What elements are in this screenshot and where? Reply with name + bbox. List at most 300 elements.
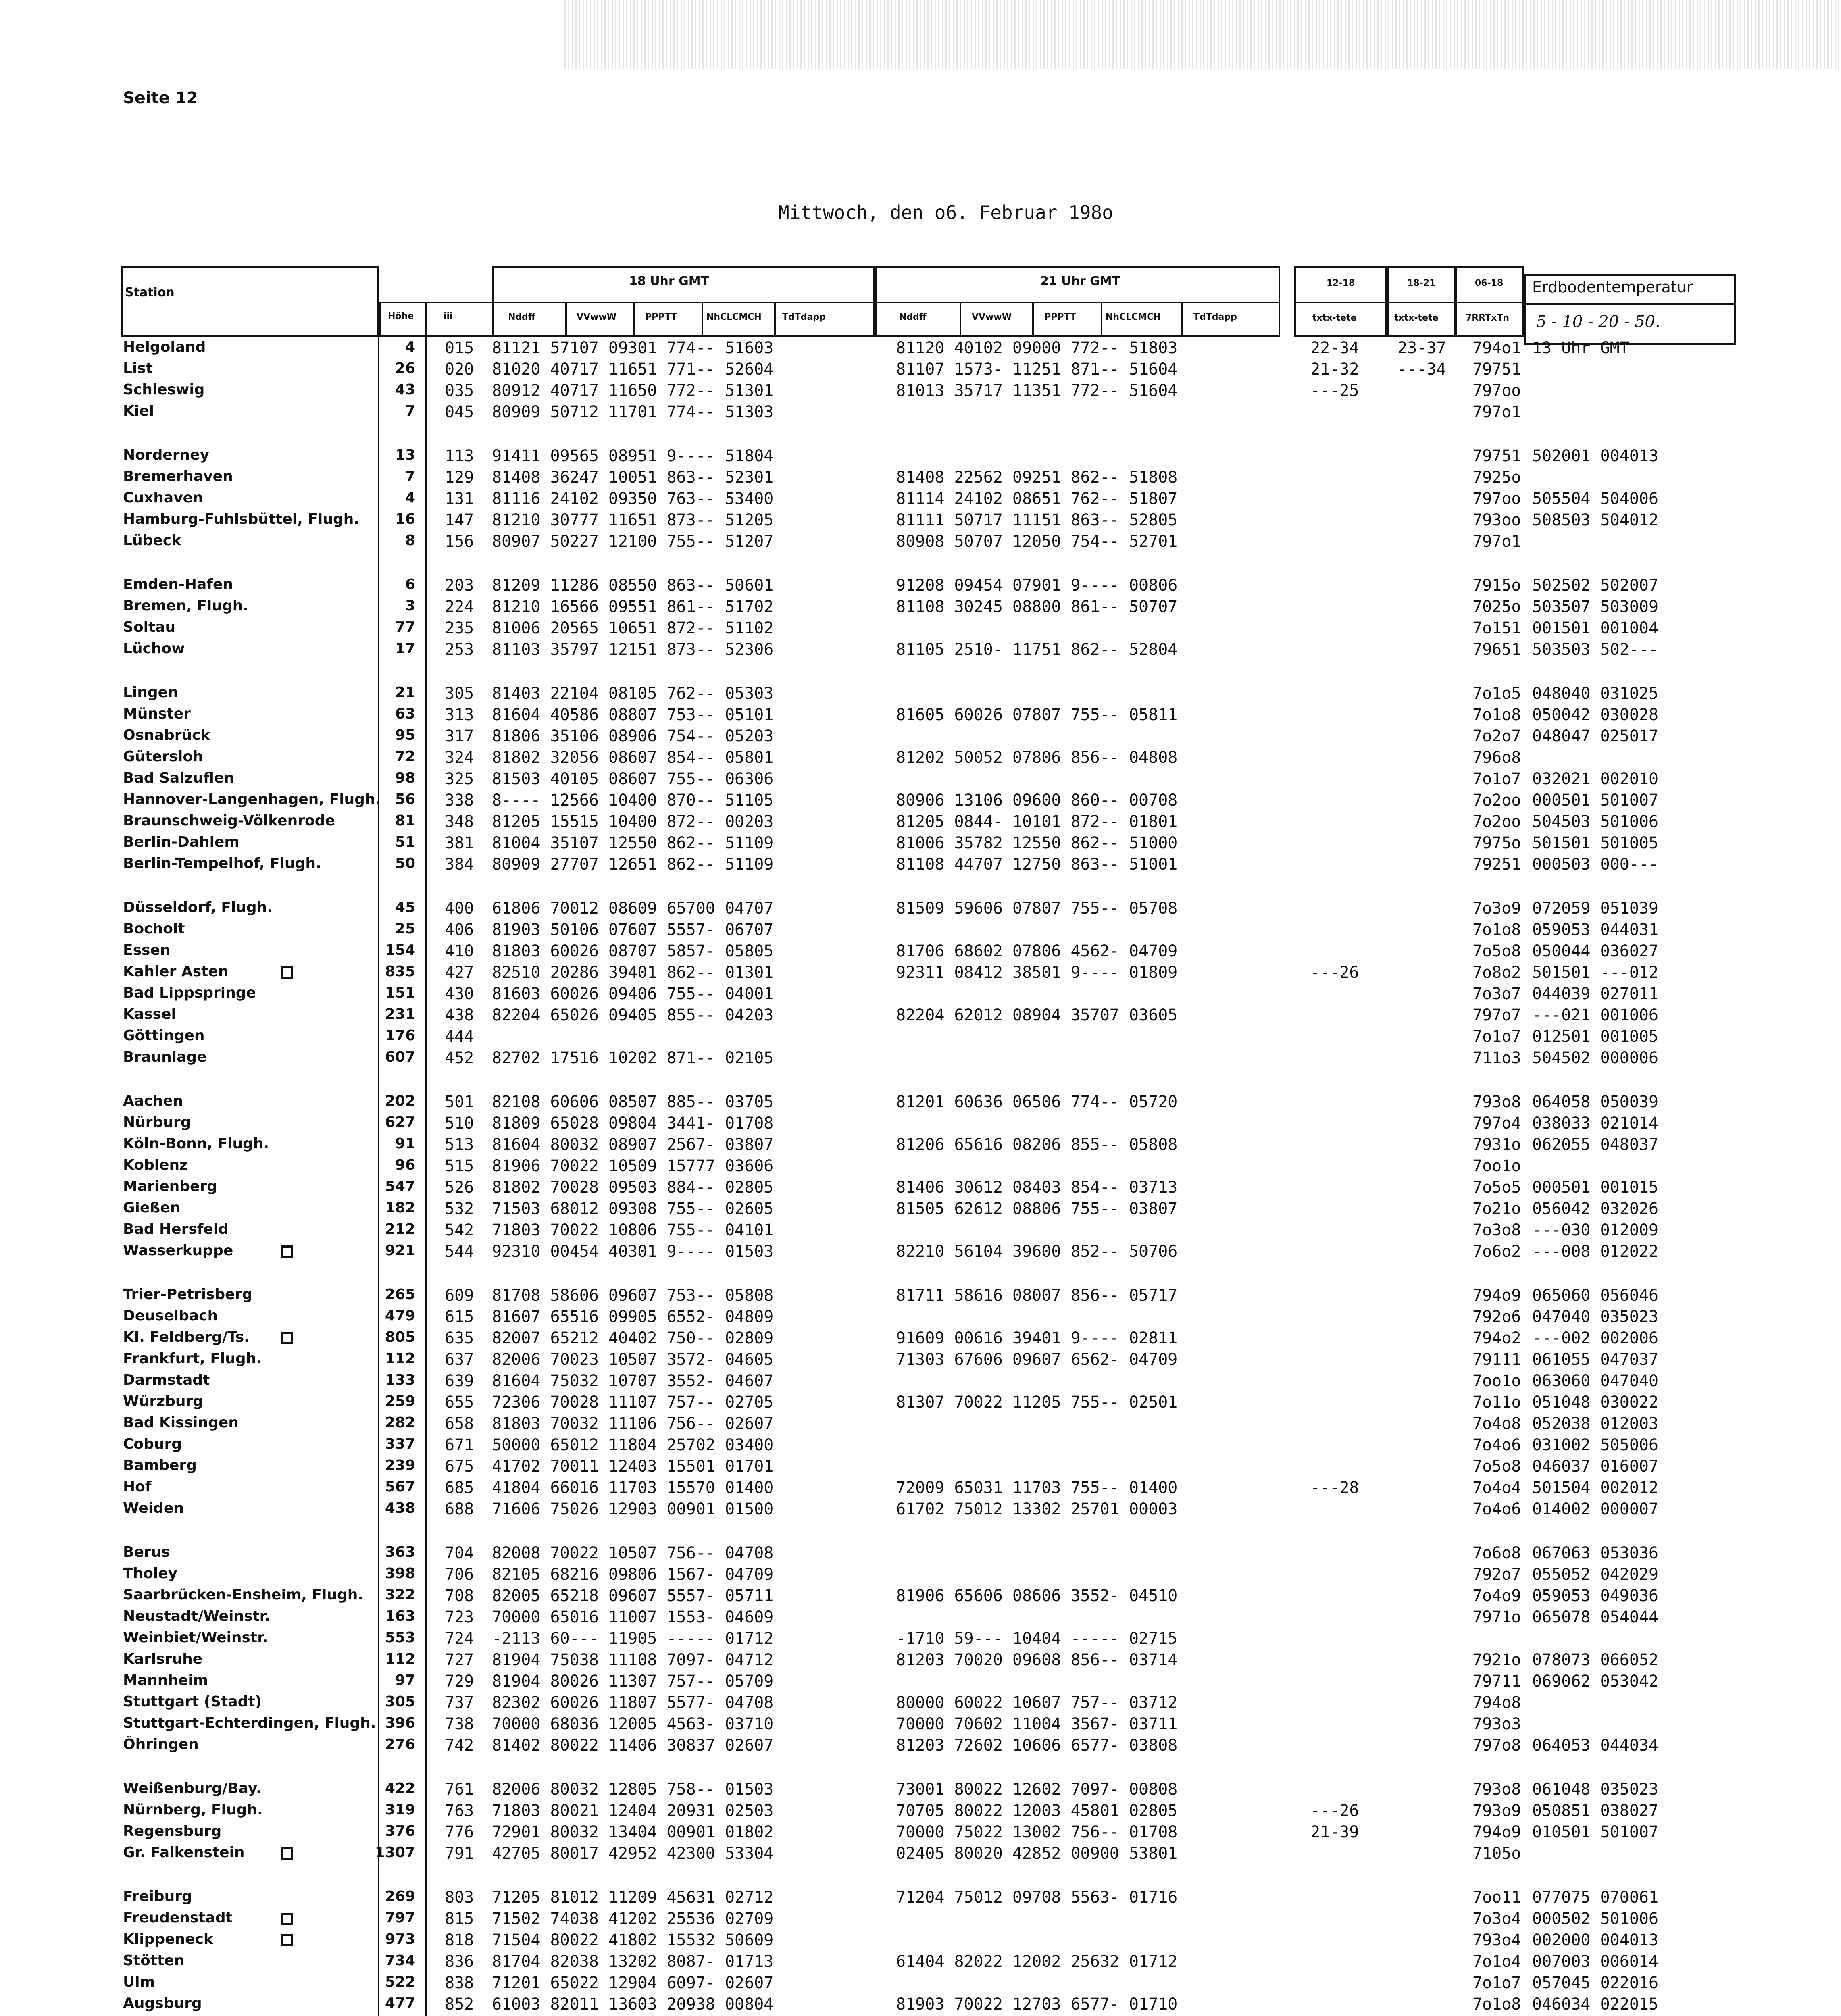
- soil-temperature: 059053 049036: [1532, 1587, 1659, 1605]
- soil-temperature: 046034 022015: [1532, 1995, 1659, 2014]
- obs-18utc: 71606 75026 12903 00901 01500: [492, 1500, 774, 1518]
- table-row: [0, 1801, 1841, 1823]
- soil-temperature: 069062 053042: [1532, 1672, 1659, 1691]
- temp-06-18: 794o8: [1472, 1693, 1521, 1712]
- col0618-label: 06-18: [1475, 278, 1504, 288]
- sub18-2: PPPTT: [645, 312, 677, 322]
- obs-21utc: 81013 35717 11351 772-- 51604: [896, 381, 1178, 400]
- station-index: 803: [445, 1888, 474, 1907]
- temp-12-18: ---25: [1310, 381, 1359, 400]
- temp-06-18: 797o7: [1472, 1006, 1521, 1025]
- soil-temperature: 504502 000006: [1532, 1049, 1659, 1067]
- mountain-station-icon: [281, 1847, 293, 1860]
- table-row: [0, 1974, 1841, 1995]
- obs-18utc: 81004 35107 12550 862-- 51109: [492, 834, 774, 852]
- obs-21utc: 80906 13106 09600 860-- 00708: [896, 791, 1178, 810]
- station-name: Bamberg: [123, 1457, 197, 1474]
- station-index: 637: [445, 1350, 474, 1369]
- table-row: [0, 1888, 1841, 1910]
- station-altitude: 95: [395, 727, 415, 744]
- station-name: Hamburg-Fuhlsbüttel, Flugh.: [123, 511, 360, 527]
- obs-21utc: 70000 70602 11004 3567- 03711: [896, 1715, 1178, 1733]
- station-name: Trier-Petrisberg: [123, 1286, 253, 1303]
- soil-temperature: 055052 042029: [1532, 1565, 1659, 1584]
- station-index: 381: [445, 834, 474, 852]
- soil-temperature: ---021 001006: [1532, 1006, 1659, 1025]
- station-altitude: 98: [395, 770, 415, 786]
- soil-temperature: 044039 027011: [1532, 985, 1659, 1003]
- station-index: 615: [445, 1308, 474, 1326]
- mountain-station-icon: [281, 1332, 293, 1344]
- station-name: Nürnberg, Flugh.: [123, 1801, 263, 1818]
- obs-18utc: 81116 24102 09350 763-- 53400: [492, 489, 774, 508]
- temp-06-18: 7oo1o: [1472, 1372, 1521, 1390]
- temp-06-18: 7o21o: [1472, 1200, 1521, 1218]
- soil-temperature: 064058 050039: [1532, 1093, 1659, 1111]
- station-altitude: 56: [395, 791, 415, 808]
- station-index: 384: [445, 855, 474, 874]
- obs-18utc: 71803 80021 12404 20931 02503: [492, 1801, 774, 1820]
- obs-18utc: 81904 80026 11307 757-- 05709: [492, 1672, 774, 1691]
- table-row: [0, 985, 1841, 1006]
- soil-temperature: 000502 501006: [1532, 1910, 1659, 1928]
- station-altitude: 319: [385, 1801, 415, 1818]
- temp-06-18: 792o6: [1472, 1308, 1521, 1326]
- station-altitude: 805: [385, 1329, 415, 1345]
- table-row: [0, 1500, 1841, 1521]
- station-index: 729: [445, 1672, 474, 1691]
- obs-21utc: 81107 1573- 11251 871-- 51604: [896, 360, 1178, 379]
- obs-18utc: 81604 80032 08907 2567- 03807: [492, 1135, 774, 1154]
- table-row: [0, 1221, 1841, 1242]
- sub18-0: Nddff: [508, 312, 535, 322]
- temp-06-18: 7o1o8: [1472, 706, 1521, 724]
- temp-06-18: 7025o: [1472, 598, 1521, 616]
- station-name: Bad Lippspringe: [123, 985, 256, 1001]
- table-row: [0, 1629, 1841, 1651]
- table-row: [0, 1114, 1841, 1135]
- station-name: Saarbrücken-Ensheim, Flugh.: [123, 1587, 364, 1603]
- soil-temperature: 000501 001015: [1532, 1178, 1659, 1197]
- table-row: [0, 1414, 1841, 1436]
- temp-06-18: 797o8: [1472, 1736, 1521, 1755]
- obs-18utc: 80909 50712 11701 774-- 51303: [492, 403, 774, 421]
- station-index: 761: [445, 1780, 474, 1799]
- temp-06-18: 7o3o7: [1472, 985, 1521, 1003]
- soil-temperature: 050851 038027: [1532, 1801, 1659, 1820]
- station-name: Klippeneck: [123, 1931, 213, 1947]
- station-name: Coburg: [123, 1436, 182, 1452]
- station-name: Schleswig: [123, 381, 205, 398]
- station-altitude: 13: [395, 447, 415, 463]
- obs-21utc: 81202 50052 07806 856-- 04808: [896, 748, 1178, 767]
- soil-temperature: 014002 000007: [1532, 1500, 1659, 1518]
- station-altitude: 63: [395, 706, 415, 722]
- soil-temperature: 077075 070061: [1532, 1888, 1659, 1907]
- obs-18utc: 82007 65212 40402 750-- 02809: [492, 1329, 774, 1347]
- soil-temperature: 046037 016007: [1532, 1457, 1659, 1476]
- station-name: Kahler Asten: [123, 963, 229, 980]
- temp-06-18: 7o5o8: [1472, 942, 1521, 960]
- station-index: 452: [445, 1049, 474, 1067]
- temp-06-18: 7o5o8: [1472, 1457, 1521, 1476]
- obs-21utc: 81105 2510- 11751 862-- 52804: [896, 640, 1178, 659]
- station-altitude: 231: [385, 1006, 415, 1023]
- obs-21utc: 81509 59606 07807 755-- 05708: [896, 899, 1178, 918]
- table-row: [0, 748, 1841, 770]
- station-altitude: 477: [385, 1995, 415, 2012]
- temp-06-18: 7o1o8: [1472, 1995, 1521, 2014]
- station-altitude: 259: [385, 1393, 415, 1410]
- obs-18utc: 80907 50227 12100 755-- 51207: [492, 532, 774, 551]
- station-altitude: 97: [395, 1672, 415, 1689]
- station-index: 655: [445, 1393, 474, 1412]
- temp-06-18: 797o1: [1472, 532, 1521, 551]
- soil-temperature: 002000 004013: [1532, 1931, 1659, 1949]
- obs-18utc: 81603 60026 09406 755-- 04001: [492, 985, 774, 1003]
- temp-06-18: 7o4o4: [1472, 1479, 1521, 1497]
- station-header-box: [121, 266, 379, 337]
- obs-18utc: 91411 09565 08951 9---- 51804: [492, 447, 774, 465]
- station-altitude: 43: [395, 381, 415, 398]
- station-name: Deuselbach: [123, 1308, 218, 1324]
- temp-06-18: 797oo: [1472, 381, 1521, 400]
- table-row: [0, 1178, 1841, 1200]
- station-altitude: 112: [385, 1350, 415, 1367]
- station-index: 542: [445, 1221, 474, 1239]
- table-row: [0, 1242, 1841, 1264]
- soil-temperature: 065078 054044: [1532, 1608, 1659, 1627]
- obs-21utc: 81505 62612 08806 755-- 03807: [896, 1200, 1178, 1218]
- temp-06-18: 793o8: [1472, 1780, 1521, 1799]
- col1218-sub: txtx-tete: [1312, 313, 1357, 323]
- obs-18utc: 81903 50106 07607 5557- 06707: [492, 921, 774, 939]
- temp-06-18: 7o11o: [1472, 1393, 1521, 1412]
- temp-06-18: 7o2oo: [1472, 791, 1521, 810]
- obs-21utc: 81307 70022 11205 755-- 02501: [896, 1393, 1178, 1412]
- station-name: Koblenz: [123, 1157, 188, 1173]
- obs-21utc: 70000 75022 13002 756-- 01708: [896, 1823, 1178, 1841]
- mountain-station-icon: [281, 1245, 293, 1258]
- temp-06-18: 797o4: [1472, 1114, 1521, 1133]
- station-altitude: 522: [385, 1974, 415, 1990]
- table-row: [0, 1350, 1841, 1372]
- obs-18utc: -2113 60--- 11905 ----- 01712: [492, 1629, 774, 1648]
- obs-18utc: 81210 30777 11651 873-- 51205: [492, 511, 774, 529]
- table-row: [0, 942, 1841, 963]
- table-row: [0, 381, 1841, 403]
- temp-06-18: 794o9: [1472, 1823, 1521, 1841]
- table-row: [0, 1436, 1841, 1457]
- obs-21utc: 80000 60022 10607 757-- 03712: [896, 1693, 1178, 1712]
- obs-18utc: 61003 82011 13603 20938 00804: [492, 1995, 774, 2014]
- obs-18utc: 81802 32056 08607 854-- 05801: [492, 748, 774, 767]
- obs-21utc: 81006 35782 12550 862-- 51000: [896, 834, 1178, 852]
- temp-06-18: 792o7: [1472, 1565, 1521, 1584]
- obs-21utc: 81408 22562 09251 862-- 51808: [896, 468, 1178, 487]
- station-name: Braunlage: [123, 1049, 207, 1065]
- table-row: [0, 1995, 1841, 2016]
- soil-temperature: 057045 022016: [1532, 1974, 1659, 1992]
- station-index: 675: [445, 1457, 474, 1476]
- sub21-3: NhCLCMCH: [1106, 312, 1161, 322]
- soil-temperature: 503507 503009: [1532, 598, 1659, 616]
- obs-18utc: 50000 65012 11804 25702 03400: [492, 1436, 774, 1454]
- soil-temperature: 031002 505006: [1532, 1436, 1659, 1454]
- soil-temperature: 064053 044034: [1532, 1736, 1659, 1755]
- obs-18utc: 71201 65022 12904 6097- 02607: [492, 1974, 774, 1992]
- obs-18utc: 72901 80032 13404 00901 01802: [492, 1823, 774, 1841]
- table-row: [0, 1027, 1841, 1049]
- table-row: [0, 812, 1841, 834]
- obs-21utc: 81108 30245 08800 861-- 50707: [896, 598, 1178, 616]
- temp-06-18: 79751: [1472, 360, 1521, 379]
- station-name: Hannover-Langenhagen, Flugh.: [123, 791, 381, 808]
- station-index: 515: [445, 1157, 474, 1175]
- station-index: 532: [445, 1200, 474, 1218]
- obs-21utc: 82210 56104 39600 852-- 50706: [896, 1242, 1178, 1261]
- table-row: [0, 1479, 1841, 1500]
- station-name: Lingen: [123, 684, 178, 701]
- station-name: Mannheim: [123, 1672, 208, 1689]
- station-altitude: 269: [385, 1888, 415, 1905]
- col0618-sub: 7RRTxTn: [1466, 313, 1510, 323]
- obs-18utc: 82302 60026 11807 5577- 04708: [492, 1693, 774, 1712]
- obs-18utc: 82006 80032 12805 758-- 01503: [492, 1780, 774, 1799]
- station-name: Düsseldorf, Flugh.: [123, 899, 273, 916]
- station-altitude: 45: [395, 899, 415, 916]
- station-altitude: 305: [385, 1693, 415, 1710]
- soil-temperature: 001501 001004: [1532, 619, 1659, 637]
- obs-18utc: 81604 40586 08807 753-- 05101: [492, 706, 774, 724]
- table-row: [0, 1372, 1841, 1393]
- station-altitude: 1307: [375, 1844, 415, 1861]
- obs-18utc: 82005 65218 09607 5557- 05711: [492, 1587, 774, 1605]
- soil-temperature: 067063 053036: [1532, 1544, 1659, 1562]
- station-index: 510: [445, 1114, 474, 1133]
- soil-temperature: 065060 056046: [1532, 1286, 1659, 1305]
- table-row: [0, 1135, 1841, 1157]
- table-row: [0, 727, 1841, 748]
- page-label: Seite 12: [123, 89, 198, 107]
- station-name: Nürburg: [123, 1114, 191, 1131]
- station-name: Berus: [123, 1544, 170, 1560]
- station-name: Würzburg: [123, 1393, 203, 1410]
- temp-06-18: 7o1o5: [1472, 684, 1521, 703]
- station-altitude: 973: [385, 1931, 415, 1947]
- station-index: 338: [445, 791, 474, 810]
- obs-21utc: 81711 58616 08007 856-- 05717: [896, 1286, 1178, 1305]
- soil-temperature: 051048 030022: [1532, 1393, 1659, 1412]
- obs-18utc: 81904 75038 11108 7097- 04712: [492, 1651, 774, 1669]
- temp-06-18: 79751: [1472, 447, 1521, 465]
- station-name: Freiburg: [123, 1888, 192, 1905]
- station-altitude: 3: [405, 598, 415, 614]
- station-altitude: 567: [385, 1479, 415, 1495]
- obs-21utc: 91208 09454 07901 9---- 00806: [896, 576, 1178, 595]
- soil-temperature: 063060 047040: [1532, 1372, 1659, 1390]
- temp-06-18: 797o1: [1472, 403, 1521, 421]
- station-index: 818: [445, 1931, 474, 1949]
- station-index: 156: [445, 532, 474, 551]
- temp-18-21: 23-37: [1397, 339, 1446, 357]
- station-index: 609: [445, 1286, 474, 1305]
- obs-18utc: 81607 65516 09905 6552- 04809: [492, 1308, 774, 1326]
- station-name: Öhringen: [123, 1736, 199, 1753]
- table-row: [0, 1672, 1841, 1693]
- station-altitude: 72: [395, 748, 415, 765]
- soil-temperature: 501501 ---012: [1532, 963, 1659, 982]
- station-index: 852: [445, 1995, 474, 2014]
- table-row: [0, 1844, 1841, 1866]
- station-index: 253: [445, 640, 474, 659]
- table-row: [0, 1308, 1841, 1329]
- station-name: Stuttgart-Echterdingen, Flugh.: [123, 1715, 376, 1731]
- table-row: [0, 1565, 1841, 1587]
- obs-18utc: 92310 00454 40301 9---- 01503: [492, 1242, 774, 1261]
- temp-06-18: 7o8o2: [1472, 963, 1521, 982]
- station-name: Bremerhaven: [123, 468, 233, 485]
- obs-21utc: 81114 24102 08651 762-- 51807: [896, 489, 1178, 508]
- station-index: 015: [445, 339, 474, 357]
- soil-temperature: 056042 032026: [1532, 1200, 1659, 1218]
- station-name: Weißenburg/Bay.: [123, 1780, 262, 1797]
- obs-18utc: 82006 70023 10507 3572- 04605: [492, 1350, 774, 1369]
- temp-06-18: 79251: [1472, 855, 1521, 874]
- station-altitude: 422: [385, 1780, 415, 1797]
- table-row: [0, 1006, 1841, 1027]
- sub21-2: PPPTT: [1044, 312, 1076, 322]
- station-index: 305: [445, 684, 474, 703]
- station-index: 035: [445, 381, 474, 400]
- temp-06-18: 793o8: [1472, 1093, 1521, 1111]
- station-index: 203: [445, 576, 474, 595]
- soil-temperature: 007003 006014: [1532, 1952, 1659, 1971]
- obs-18utc: 81210 16566 09551 861-- 51702: [492, 598, 774, 616]
- station-index: 544: [445, 1242, 474, 1261]
- station-altitude: 81: [395, 812, 415, 829]
- obs-18utc: 81906 70022 10509 15777 03606: [492, 1157, 774, 1175]
- soil-temperature: 038033 021014: [1532, 1114, 1659, 1133]
- sub21-0: Nddff: [899, 312, 927, 322]
- table-row: [0, 1952, 1841, 1974]
- hoehe-header: Höhe: [388, 311, 414, 321]
- station-altitude: 282: [385, 1414, 415, 1431]
- station-altitude: 734: [385, 1952, 415, 1969]
- soil-temperature: 050044 036027: [1532, 942, 1659, 960]
- station-altitude: 363: [385, 1544, 415, 1560]
- temp-06-18: 794o1: [1472, 339, 1521, 357]
- temp-06-18: 7o1o7: [1472, 770, 1521, 788]
- obs-18utc: 81121 57107 09301 774-- 51603: [492, 339, 774, 357]
- table-row: [0, 899, 1841, 921]
- station-name: Ulm: [123, 1974, 155, 1990]
- temp-06-18: 796o8: [1472, 748, 1521, 767]
- obs-18utc: 81803 70032 11106 756-- 02607: [492, 1414, 774, 1433]
- soil-temperature: 000501 501007: [1532, 791, 1659, 810]
- station-index: 738: [445, 1715, 474, 1733]
- station-index: 235: [445, 619, 474, 637]
- soil-temperature: 13 Uhr GMT: [1532, 339, 1629, 357]
- ii-header-box: [425, 302, 494, 337]
- obs-18utc: 71205 81012 11209 45631 02712: [492, 1888, 774, 1907]
- station-name: Kl. Feldberg/Ts.: [123, 1329, 250, 1345]
- station-index: 635: [445, 1329, 474, 1347]
- table-row: [0, 1693, 1841, 1715]
- table-row: [0, 770, 1841, 791]
- temp-06-18: 7o1o7: [1472, 1974, 1521, 1992]
- obs-21utc: 81706 68602 07806 4562- 04709: [896, 942, 1178, 960]
- station-index: 147: [445, 511, 474, 529]
- obs-21utc: 81206 65616 08206 855-- 05808: [896, 1135, 1178, 1154]
- station-altitude: 176: [385, 1027, 415, 1044]
- station-altitude: 6: [405, 576, 415, 593]
- station-index: 501: [445, 1093, 474, 1111]
- station-name: Hof: [123, 1479, 152, 1495]
- station-name: Wasserkuppe: [123, 1242, 233, 1259]
- soil-temperature: 078073 066052: [1532, 1651, 1659, 1669]
- station-index: 438: [445, 1006, 474, 1025]
- station-altitude: 21: [395, 684, 415, 701]
- station-name: List: [123, 360, 153, 377]
- station-name: Stötten: [123, 1952, 185, 1969]
- station-index: 526: [445, 1178, 474, 1197]
- ii-header: iii: [444, 311, 453, 321]
- table-row: [0, 576, 1841, 598]
- station-altitude: 835: [385, 963, 415, 980]
- table-row: [0, 640, 1841, 662]
- soil-temperature: 000503 000---: [1532, 855, 1659, 874]
- sub21-1: VVwwW: [972, 312, 1012, 322]
- soil-temperature: 048047 025017: [1532, 727, 1659, 746]
- obs-21utc: -1710 59--- 10404 ----- 02715: [896, 1629, 1178, 1648]
- col1218-label: 12-18: [1327, 278, 1355, 288]
- table-row: [0, 1651, 1841, 1672]
- station-name: Münster: [123, 706, 191, 722]
- obs-21utc: 71303 67606 09607 6562- 04709: [896, 1350, 1178, 1369]
- station-name: Marienberg: [123, 1178, 217, 1195]
- station-index: 776: [445, 1823, 474, 1841]
- station-name: Stuttgart (Stadt): [123, 1693, 262, 1710]
- temp-06-18: 7o3o4: [1472, 1910, 1521, 1928]
- station-index: 131: [445, 489, 474, 508]
- obs-21utc: 81406 30612 08403 854-- 03713: [896, 1178, 1178, 1197]
- table-row: [0, 963, 1841, 985]
- table-row: [0, 834, 1841, 855]
- temp-06-18: 7oo11: [1472, 1888, 1521, 1907]
- temp-12-18: ---26: [1310, 963, 1359, 982]
- table-row: [0, 489, 1841, 511]
- soil-temperature: 012501 001005: [1532, 1027, 1659, 1046]
- station-name: Tholey: [123, 1565, 178, 1582]
- table-row: [0, 1823, 1841, 1844]
- station-name: Gießen: [123, 1200, 181, 1216]
- station-name: Göttingen: [123, 1027, 205, 1044]
- table-row: [0, 921, 1841, 942]
- temp-06-18: 793o3: [1472, 1715, 1521, 1733]
- obs-18utc: 81103 35797 12151 873-- 52306: [492, 640, 774, 659]
- station-index: 406: [445, 921, 474, 939]
- station-name: Bocholt: [123, 921, 185, 937]
- soil-depths: 5 - 10 - 20 - 50.: [1536, 312, 1660, 331]
- station-name: Cuxhaven: [123, 489, 203, 506]
- temp-06-18: 7o4o8: [1472, 1414, 1521, 1433]
- station-name: Helgoland: [123, 339, 206, 355]
- temp-06-18: 7o1o8: [1472, 921, 1521, 939]
- temp-06-18: 711o3: [1472, 1049, 1521, 1067]
- station-altitude: 96: [395, 1157, 415, 1173]
- station-index: 639: [445, 1372, 474, 1390]
